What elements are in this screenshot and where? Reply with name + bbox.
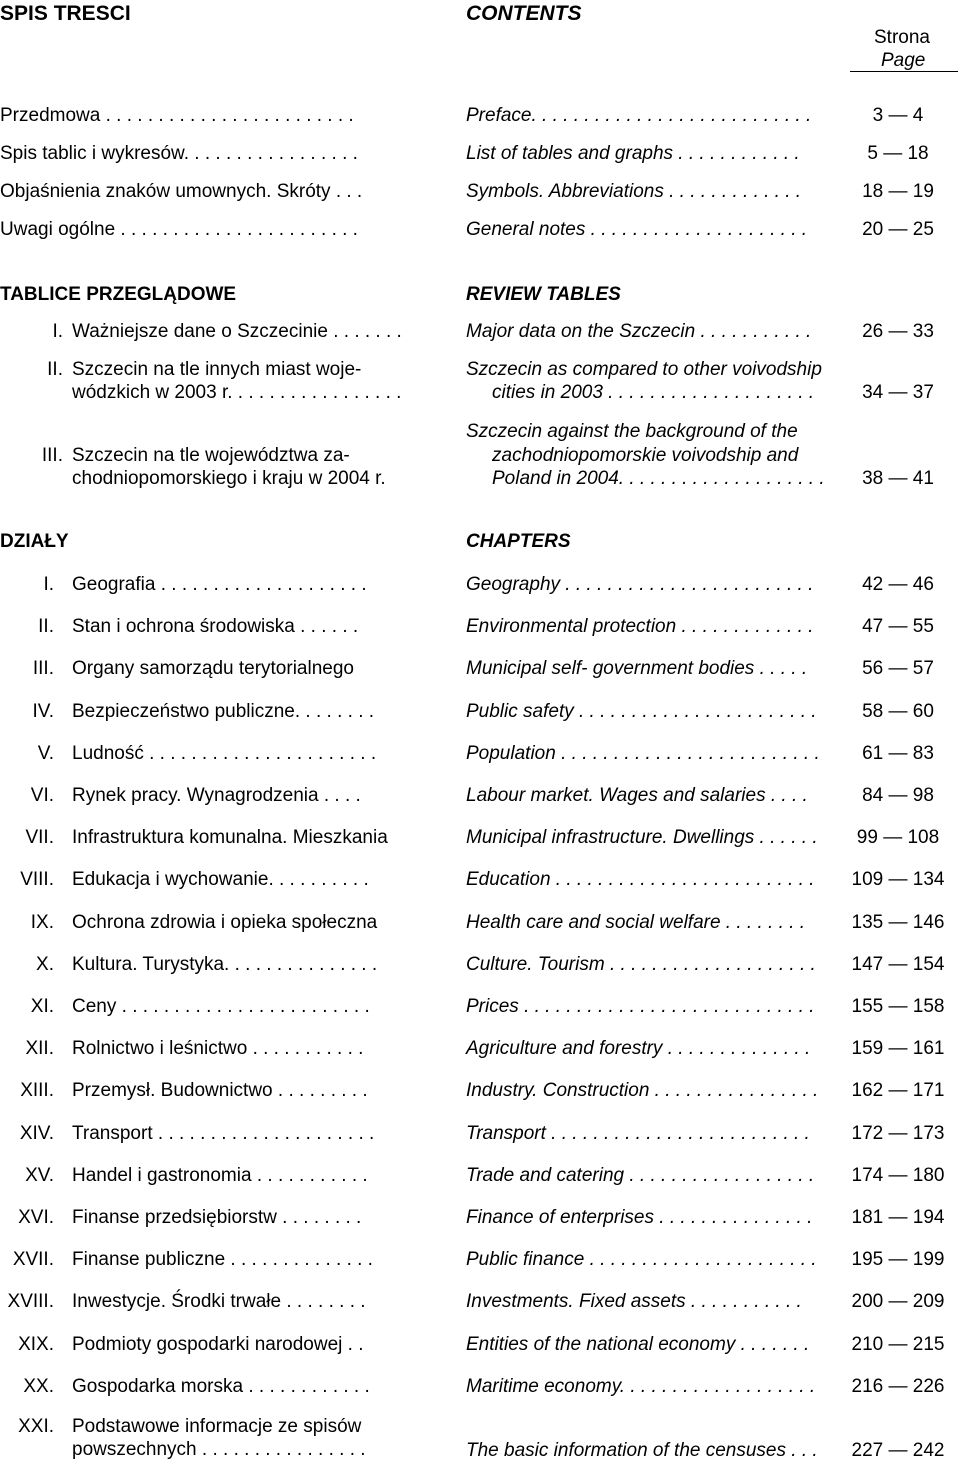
chapter-title-pl[interactable]: Transport . . . . . . . . . . . . . . . . . . . . . [72, 1123, 375, 1144]
page-range: 56 — 57 [862, 658, 934, 679]
chapter-title-pl[interactable]: Podmioty gospodarki narodowej . . [72, 1334, 364, 1355]
toc-entry-en[interactable]: General notes . . . . . . . . . . . . . . . . . . . . . [466, 219, 808, 240]
review-title-en[interactable]: Major data on the Szczecin . . . . . . . . . . . [466, 321, 812, 342]
chapter-title-pl[interactable]: Handel i gastronomia . . . . . . . . . . . [72, 1165, 368, 1186]
page-range: 3 — 4 [872, 105, 924, 126]
chapter-title-pl[interactable]: Kultura. Turystyka. . . . . . . . . . . . . . . [72, 954, 378, 975]
page-range: 172 — 173 [851, 1123, 945, 1144]
page-range: 42 — 46 [862, 574, 934, 595]
chapter-title-en[interactable]: Transport . . . . . . . . . . . . . . . . . . . . . . . . . [466, 1123, 810, 1144]
chapter-title-pl[interactable]: Edukacja i wychowanie. . . . . . . . . . [72, 869, 369, 890]
chapter-title-pl[interactable]: Przemysł. Budownictwo . . . . . . . . . [72, 1080, 368, 1101]
roman-numeral: XVII. [12, 1249, 54, 1270]
chapter-title-pl[interactable]: Infrastruktura komunalna. Mieszkania [72, 827, 388, 848]
toc-entry-en[interactable]: Symbols. Abbreviations . . . . . . . . . . . . . [466, 181, 802, 202]
roman-numeral: VIII. [20, 869, 54, 890]
page-range: 26 — 33 [862, 321, 934, 342]
page-range: 195 — 199 [851, 1249, 945, 1270]
page-range: 38 — 41 [862, 468, 934, 489]
review-title-pl[interactable]: Ważniejsze dane o Szczecinie . . . . . . . [72, 321, 402, 342]
roman-numeral: I. [52, 321, 63, 342]
roman-numeral: XVI. [18, 1207, 54, 1228]
roman-numeral: XIII. [20, 1080, 54, 1101]
page-range: 61 — 83 [862, 743, 934, 764]
page-range: 210 — 215 [851, 1334, 945, 1355]
review-title-pl[interactable]: wódzkich w 2003 r. . . . . . . . . . . . . . . . . [72, 382, 402, 403]
roman-numeral: XX. [23, 1376, 54, 1397]
toc-entry-pl[interactable]: Spis tablic i wykresów. . . . . . . . . . . . . . . . . [0, 143, 358, 164]
chapter-title-pl[interactable]: Rynek pracy. Wynagrodzenia . . . . [72, 785, 361, 806]
page-range: 5 — 18 [867, 143, 929, 164]
roman-numeral: VI. [30, 785, 54, 806]
chapter-title-en[interactable]: Environmental protection . . . . . . . . . . . . . [466, 616, 814, 637]
roman-numeral: XII. [25, 1038, 54, 1059]
roman-numeral: XVIII. [7, 1291, 54, 1312]
page-range: 181 — 194 [851, 1207, 945, 1228]
page-range: 135 — 146 [851, 912, 945, 933]
roman-numeral: II. [47, 359, 63, 380]
roman-numeral: XXI. [18, 1416, 54, 1437]
review-title-pl[interactable]: chodniopomorskiego i kraju w 2004 r. [72, 468, 386, 489]
roman-numeral: V. [37, 743, 54, 764]
en-title: CONTENTS [466, 2, 582, 25]
roman-numeral: XV. [25, 1165, 54, 1186]
chapter-title-pl[interactable]: Finanse przedsiębiorstw . . . . . . . . [72, 1207, 362, 1228]
chapter-title-en[interactable]: Geography . . . . . . . . . . . . . . . . . . . . . . . . [466, 574, 814, 595]
chapter-title-en[interactable]: Trade and catering . . . . . . . . . . . . . . . . . . [466, 1165, 815, 1186]
chapter-title-pl[interactable]: Ludność . . . . . . . . . . . . . . . . . . . . . . [72, 743, 377, 764]
chapter-title-pl[interactable]: Geografia . . . . . . . . . . . . . . . . . . . . [72, 574, 367, 595]
roman-numeral: II. [38, 616, 54, 637]
chapter-title-en[interactable]: Public finance . . . . . . . . . . . . . . . . . . . . . . [466, 1249, 817, 1270]
chapter-title-en[interactable]: Agriculture and forestry . . . . . . . . . . . . . . [466, 1038, 811, 1059]
roman-numeral: III. [32, 658, 54, 679]
page-range: 216 — 226 [851, 1376, 945, 1397]
review-title-en[interactable]: zachodniopomorskie voivodship and [492, 445, 799, 466]
chapter-title-en[interactable]: Investments. Fixed assets . . . . . . . . . . . [466, 1291, 802, 1312]
chapter-title-pl[interactable]: powszechnych . . . . . . . . . . . . . . . . [72, 1439, 366, 1460]
toc-entry-pl[interactable]: Objaśnienia znaków umownych. Skróty . . . [0, 181, 363, 202]
page-range: 155 — 158 [851, 996, 945, 1017]
page-range: 109 — 134 [851, 869, 945, 890]
review-title-en[interactable]: Szczecin against the background of the [466, 421, 798, 442]
chapter-title-en[interactable]: Prices . . . . . . . . . . . . . . . . . . . . . . . . . . . . [466, 996, 815, 1017]
roman-numeral: XIX. [18, 1334, 54, 1355]
section-heading-en: CHAPTERS [466, 531, 571, 552]
roman-numeral: X. [36, 954, 54, 975]
section-heading-en: REVIEW TABLES [466, 284, 621, 305]
chapter-title-en[interactable]: Public safety . . . . . . . . . . . . . . . . . . . . . . . [466, 701, 817, 722]
review-title-pl[interactable]: Szczecin na tle województwa za- [72, 445, 350, 466]
chapter-title-pl[interactable]: Gospodarka morska . . . . . . . . . . . . [72, 1376, 370, 1397]
section-heading-pl: TABLICE PRZEGLĄDOWE [0, 284, 237, 305]
toc-entry-pl[interactable]: Uwagi ogólne . . . . . . . . . . . . . . . . . . . . . . . [0, 219, 358, 240]
review-title-en[interactable]: Szczecin as compared to other voivodship [466, 359, 822, 380]
roman-numeral: I. [43, 574, 54, 595]
page-range: 227 — 242 [851, 1440, 945, 1461]
page-range: 159 — 161 [851, 1038, 945, 1059]
chapter-title-en[interactable]: Health care and social welfare . . . . . . . . [466, 912, 805, 933]
page-range: 99 — 108 [856, 827, 940, 848]
toc-entry-en[interactable]: List of tables and graphs . . . . . . . . . . . . [466, 143, 800, 164]
chapter-title-pl[interactable]: Stan i ochrona środowiska . . . . . . [72, 616, 359, 637]
page-range: 200 — 209 [851, 1291, 945, 1312]
roman-numeral: IV. [32, 701, 54, 722]
roman-numeral: XI. [30, 996, 54, 1017]
chapter-title-en[interactable]: Maritime economy. . . . . . . . . . . . . . . . . . . [466, 1376, 816, 1397]
chapter-title-en[interactable]: Labour market. Wages and salaries . . . . [466, 785, 808, 806]
header-rule [850, 71, 958, 72]
page-range: 174 — 180 [851, 1165, 945, 1186]
page-range: 84 — 98 [862, 785, 934, 806]
chapter-title-pl[interactable]: Rolnictwo i leśnictwo . . . . . . . . . . . [72, 1038, 364, 1059]
toc-entry-pl[interactable]: Przedmowa . . . . . . . . . . . . . . . . . . . . . . . . [0, 105, 354, 126]
toc-entry-en[interactable]: Preface. . . . . . . . . . . . . . . . . . . . . . . . . . . [466, 105, 812, 126]
chapter-title-en[interactable]: Municipal self- government bodies . . . . . [466, 658, 808, 679]
roman-numeral: VII. [25, 827, 54, 848]
roman-numeral: III. [41, 445, 63, 466]
page-range: 47 — 55 [862, 616, 934, 637]
page-range: 20 — 25 [862, 219, 934, 240]
chapter-title-en[interactable]: Finance of enterprises . . . . . . . . . . . . . . . [466, 1207, 813, 1228]
chapter-title-pl[interactable]: Ceny . . . . . . . . . . . . . . . . . . . . . . . . [72, 996, 370, 1017]
page-range: 58 — 60 [862, 701, 934, 722]
review-title-pl[interactable]: Szczecin na tle innych miast woje- [72, 359, 362, 380]
chapter-title-pl[interactable]: Ochrona zdrowia i opieka społeczna [72, 912, 378, 933]
page-label-pl: Strona [874, 27, 930, 48]
review-title-en[interactable]: Poland in 2004. . . . . . . . . . . . . . . . . . . . [492, 468, 825, 489]
chapter-title-en[interactable]: The basic information of the censuses . . . [466, 1440, 818, 1461]
page-range: 34 — 37 [862, 382, 934, 403]
chapter-title-en[interactable]: Municipal infrastructure. Dwellings . . . . . . [466, 827, 818, 848]
chapter-title-en[interactable]: Education . . . . . . . . . . . . . . . . . . . . . . . . . [466, 869, 815, 890]
chapter-title-pl[interactable]: Inwestycje. Środki trwałe . . . . . . . . [72, 1291, 366, 1312]
section-heading-pl: DZIAŁY [0, 531, 69, 552]
roman-numeral: XIV. [19, 1123, 54, 1144]
chapter-title-en[interactable]: Entities of the national economy . . . . . . . [466, 1334, 810, 1355]
chapter-title-en[interactable]: Population . . . . . . . . . . . . . . . . . . . . . . . . . [466, 743, 820, 764]
chapter-title-pl[interactable]: Podstawowe informacje ze spisów [72, 1416, 362, 1437]
chapter-title-en[interactable]: Industry. Construction . . . . . . . . . . . . . . . . [466, 1080, 819, 1101]
chapter-title-pl[interactable]: Finanse publiczne . . . . . . . . . . . . . . [72, 1249, 373, 1270]
chapter-title-pl[interactable]: Bezpieczeństwo publiczne. . . . . . . . [72, 701, 375, 722]
page-range: 162 — 171 [851, 1080, 945, 1101]
page-range: 18 — 19 [862, 181, 934, 202]
review-title-en[interactable]: cities in 2003 . . . . . . . . . . . . . . . . . . . . [492, 382, 815, 403]
chapter-title-pl[interactable]: Organy samorządu terytorialnego [72, 658, 354, 679]
page-label-en: Page [881, 50, 926, 71]
pl-title: SPIS TRESCI [0, 2, 131, 25]
page-range: 147 — 154 [851, 954, 945, 975]
chapter-title-en[interactable]: Culture. Tourism . . . . . . . . . . . . . . . . . . . . [466, 954, 816, 975]
roman-numeral: IX. [30, 912, 54, 933]
